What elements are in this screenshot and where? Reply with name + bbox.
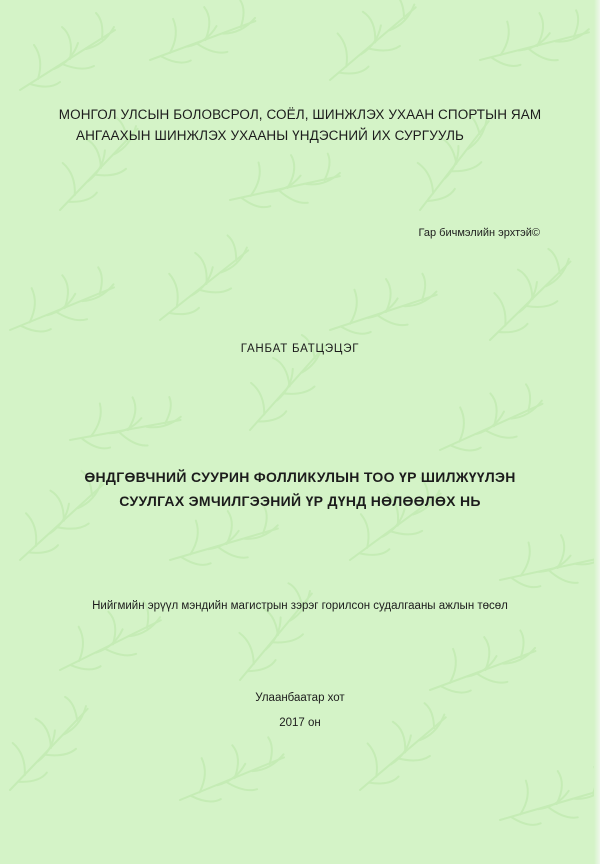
degree-statement: Нийгмийн эрүүл мэндийн магистрын зэрэг горилсон судалгааны ажлын төсөл	[92, 600, 508, 612]
thesis-title-line-1: ӨНДГӨВЧНИЙ СУУРИН ФОЛЛИКУЛЫН ТОО ҮР ШИЛЖҮҮЛЭН	[84, 469, 516, 485]
author-name: ГАНБАТ БАТЦЭЦЭГ	[240, 343, 360, 355]
thesis-title	[0, 465, 600, 513]
year: 2017 он	[279, 717, 321, 729]
university-name: АНГААХЫН ШИНЖЛЭХ УХААНЫ ҮНДЭСНИЙ ИХ СУРГУУЛЬ	[75, 128, 465, 143]
ministry-name: МОНГОЛ УЛСЫН БОЛОВСРОЛ, СОЁЛ, ШИНЖЛЭХ УХААН СПОРТЫН ЯАМ	[58, 107, 542, 122]
institution-header	[40, 104, 560, 146]
thesis-title-line-2: СУУЛГАХ ЭМЧИЛГЭЭНИЙ ҮР ДҮНД НӨЛӨӨЛӨХ НЬ	[119, 493, 481, 509]
city: Улаанбаатар хот	[255, 692, 345, 704]
copyright-notice: Гар бичмэлийн эрхтэй©	[418, 227, 540, 239]
scan-edge	[594, 0, 600, 864]
